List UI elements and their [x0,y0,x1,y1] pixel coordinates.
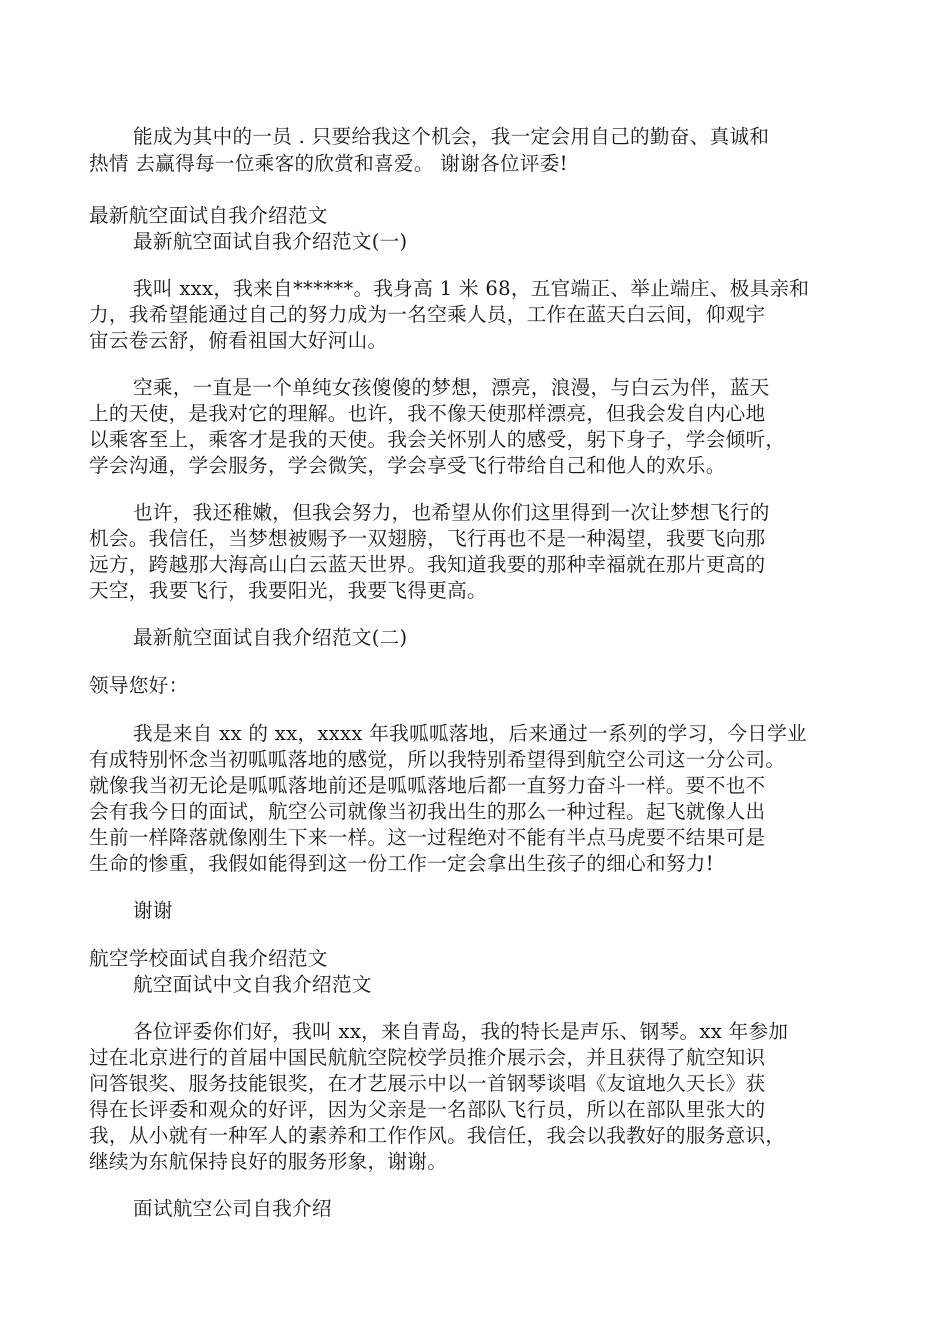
paragraph-line: 上的天使，是我对它的理解。也许，我不像天使那样漂亮，但我会发自内心地 [89,402,766,425]
section-subheading: 最新航空面试自我介绍范文(二) [133,626,408,649]
paragraph-line: 热情 去赢得每一位乘客的欣赏和喜爱。 谢谢各位评委! [89,152,568,175]
section-subheading: 面试航空公司自我介绍 [133,1197,332,1220]
paragraph-line: 力，我希望能通过自己的努力成为一名空乘人员，工作在蓝天白云间，仰观宇 [89,303,766,326]
paragraph-line: 机会。我信任，当梦想被赐予一双翅膀，飞行再也不是一种渴望，我要飞向那 [89,527,766,550]
paragraph-line: 以乘客至上，乘客才是我的天使。我会关怀别人的感受，躬下身子，学会倾听， [89,428,786,451]
section-subheading: 最新航空面试自我介绍范文(一) [133,230,408,253]
paragraph-line: 生命的惨重，我假如能得到这一份工作一定会拿出生孩子的细心和努力! [89,852,714,875]
section-heading: 最新航空面试自我介绍范文 [89,204,328,227]
greeting: 领导您好： [89,674,189,697]
paragraph-line: 生前一样降落就像刚生下来一样。这一过程绝对不能有半点马虎要不结果可是 [89,826,766,849]
paragraph-line: 天空，我要飞行，我要阳光，我要飞得更高。 [89,579,487,602]
paragraph-line: 宙云卷云舒，俯看祖国大好河山。 [89,329,388,352]
paragraph-line: 有成特别怀念当初呱呱落地的感觉，所以我特别希望得到航空公司这一分公司。 [89,748,786,771]
paragraph-line: 继续为东航保持良好的服务形象，谢谢。 [89,1150,448,1173]
paragraph-line: 远方，跨越那大海高山白云蓝天世界。我知道我要的那种幸福就在那片更高的 [89,553,766,576]
paragraph-line: 空乘，一直是一个单纯女孩傻傻的梦想，漂亮，浪漫，与白云为伴，蓝天 [133,376,770,399]
paragraph-line: 各位评委你们好，我叫 xx，来自青岛，我的特长是声乐、钢琴。xx 年参加 [133,1020,789,1043]
section-subheading: 航空面试中文自我介绍范文 [133,973,372,996]
paragraph-line: 就像我当初无论是呱呱落地前还是呱呱落地后都一直努力奋斗一样。要不也不 [89,774,766,797]
paragraph-line: 过在北京进行的首届中国民航航空院校学员推介展示会，并且获得了航空知识 [89,1046,766,1069]
paragraph-line: 我是来自 xx 的 xx，xxxx 年我呱呱落地，后来通过一系列的学习，今日学业 [133,722,807,745]
paragraph-line: 能成为其中的一员 . 只要给我这个机会，我一定会用自己的勤奋、真诚和 [133,125,770,148]
paragraph-line: 也许，我还稚嫩，但我会努力，也希望从你们这里得到一次让梦想飞行的 [133,501,770,524]
paragraph-line: 得在长评委和观众的好评，因为父亲是一名部队飞行员，所以在部队里张大的 [89,1098,766,1121]
paragraph-line: 我，从小就有一种军人的素养和工作作风。我信任，我会以我教好的服务意识， [89,1124,786,1147]
paragraph-line: 问答银奖、服务技能银奖，在才艺展示中以一首钢琴谈唱《友谊地久天长》获 [89,1072,766,1095]
section-heading: 航空学校面试自我介绍范文 [89,947,328,970]
paragraph-line: 会有我今日的面试，航空公司就像当初我出生的那么一种过程。起飞就像人出 [89,800,766,823]
closing-text: 谢谢 [133,899,173,922]
paragraph-line: 我叫 xxx，我来自******。我身高 1 米 68，五官端正、举止端庄、极具亲和 [133,277,810,300]
paragraph-line: 学会沟通，学会服务，学会微笑，学会享受飞行带给自己和他人的欢乐。 [89,454,726,477]
